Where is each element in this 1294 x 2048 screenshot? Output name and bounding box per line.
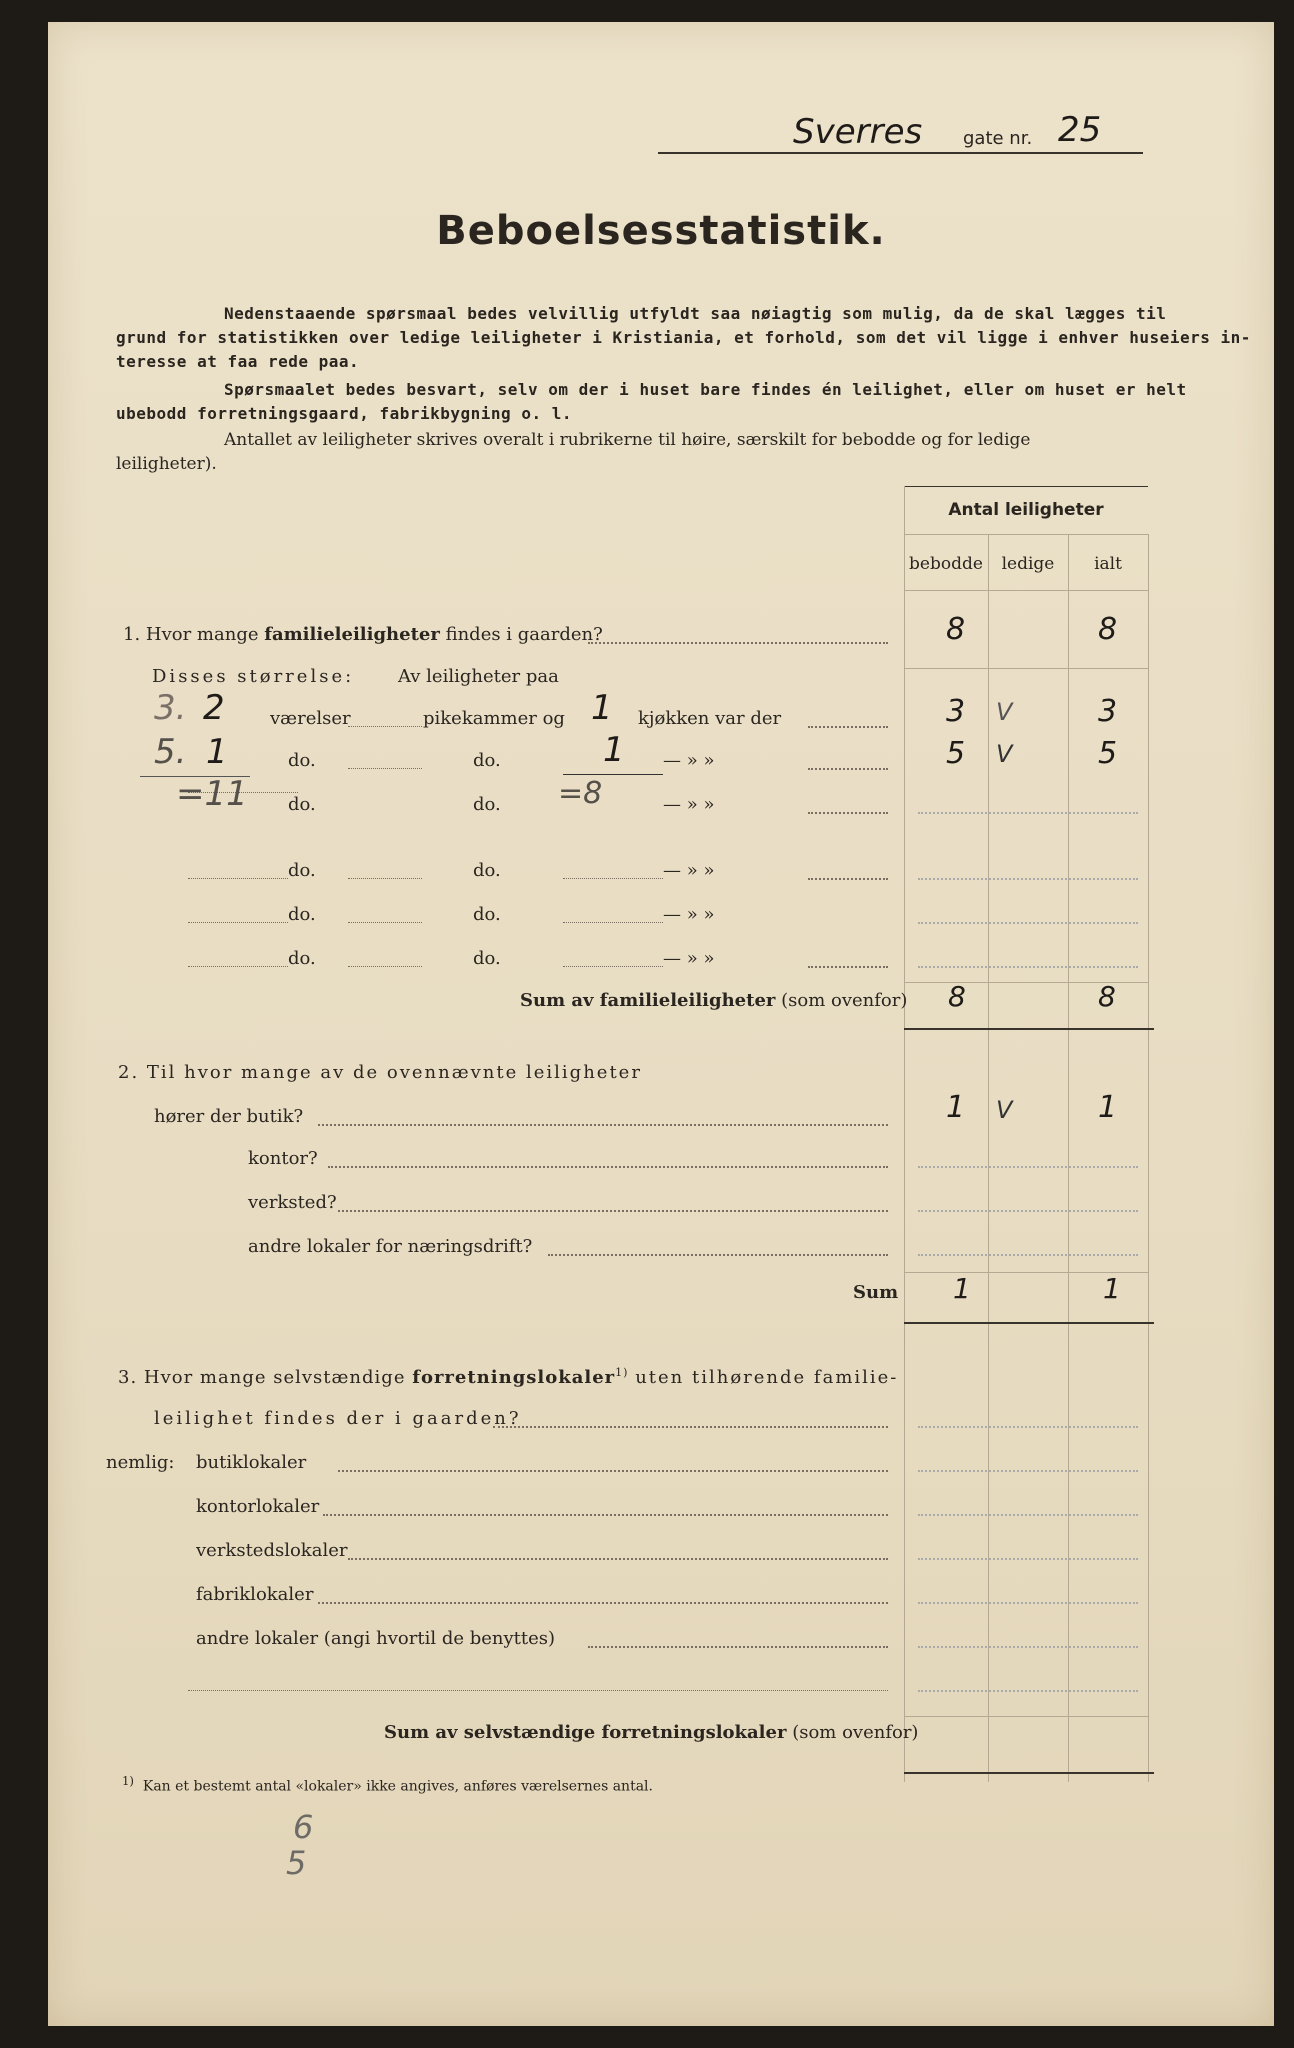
q2-ialt: 1 bbox=[1098, 1090, 1118, 1125]
sizes-sublabel: Av leiligheter paa bbox=[398, 666, 559, 687]
table-rule bbox=[904, 668, 1148, 669]
q1-bebodde-value: 8 bbox=[946, 612, 966, 647]
row-bebodde: 3 bbox=[946, 694, 966, 729]
row-kitchen: 1 bbox=[603, 730, 625, 770]
leader-dots bbox=[588, 642, 888, 644]
table-rule bbox=[904, 590, 1148, 591]
row-rooms: 1 bbox=[206, 732, 228, 772]
q1-sum-label: Sum av familieleiligheter (som ovenfor) bbox=[520, 990, 908, 1011]
street-line bbox=[658, 152, 1143, 154]
gate-number: 25 bbox=[1058, 110, 1102, 150]
form-paper: Sverres gate nr. 25 Beboelsesstatistik. Nedenstaaende spørsmaal bedes velvillig utfyldt saa nøiagtig som mulig, da de skal lægges til grund for statistikken over ledige leiligheter i Kristiania, et forhold, som det vil ligge i enhver huseiers in- teresse at faa rede paa. Spørsmaalet bedes besvart, selv om der i huset bare findes én leilighet, eller om huset er helt ubebodd forretningsgaard, fabrikbygning o. l. Antallet av leiligheter skrives overalt i rubrikerne til høire, særskilt for bebodde og for ledige leiligheter). Antal leiligheter bebodde ledige ialt 1. Hvor mange familieleiligheter findes i gaarden? 8 8 Disses størrelse: Av leiligheter paa 3. 2 værelser pikekammer og 1 kjøkken var der 3 V 3 5. 1 do. do. 1 — » » 5 V 5 =11 do. do. =8 — » » do. do. — » » do. do. — » » do. do. — » » Sum av familieleiligheter (som ovenfor) 8 8 2. Til hvor mange av de ovennævnte leiligheter hører der butik? 1 V 1 kontor? verksted? andre lokaler for næringsdrift? Sum 1 1 3. Hvor mange selvstændige forretningslokaler$^{1)}$ uten tilhørende familie- leilighet findes der i gaarden? nemlig: butiklokaler kontorlokaler verkstedslokaler fabriklokaler andre lokaler (angi hvortil de benyttes) Sum av selvstændige forretningslokaler (som ovenfor) $^{1)}$ Kan et bestemt antal «lokaler» ikke angives, anføres værelsernes antal. 6 5 bbox=[48, 22, 1274, 2026]
q2-sum-rule bbox=[904, 1322, 1154, 1324]
table-group-header: Antal leiligheter bbox=[948, 500, 1104, 520]
table-top-rule bbox=[904, 486, 1148, 487]
row-bebodde: 5 bbox=[946, 736, 966, 771]
row-ialt: 3 bbox=[1098, 694, 1118, 729]
footnote: $^{1)}$ Kan et bestemt antal «lokaler» ikke angives, anføres værelsernes antal. bbox=[122, 1774, 653, 1795]
table-rule bbox=[904, 534, 1148, 535]
q2-bebodde: 1 bbox=[946, 1090, 966, 1125]
row-kitchen: 1 bbox=[591, 688, 613, 728]
q1-sum-rule bbox=[904, 1028, 1154, 1030]
q2-sum-ialt: 1 bbox=[1103, 1272, 1121, 1305]
q3-label: 3. Hvor mange selvstændige forretningslokaler$^{1)}$ uten tilhørende familie- bbox=[118, 1366, 899, 1388]
row-ialt: 5 bbox=[1098, 736, 1118, 771]
col-header-ialt: ialt bbox=[1094, 554, 1122, 574]
row-rooms: 2 bbox=[203, 688, 225, 728]
col-header-ledige: ledige bbox=[1001, 554, 1055, 574]
q2-label: 2. Til hvor mange av de ovennævnte leiligheter bbox=[118, 1062, 642, 1083]
q3-sum-label: Sum av selvstændige forretningslokaler (som ovenfor) bbox=[384, 1722, 919, 1743]
intro-line: Spørsmaalet bedes besvart, selv om der i huset bare findes én leilighet, eller om huset er helt bbox=[224, 380, 1187, 399]
q2-ledige-check: V bbox=[996, 1096, 1013, 1124]
intro-line: Nedenstaaende spørsmaal bedes velvillig utfyldt saa nøiagtig som mulig, da de skal lægges til bbox=[224, 304, 1167, 323]
street-name: Sverres bbox=[793, 112, 923, 152]
row-margin-note: =11 bbox=[176, 774, 248, 814]
q3-label-line2: leilighet findes der i gaarden? bbox=[154, 1408, 522, 1429]
row-margin-note: 3. bbox=[154, 688, 187, 728]
nemlig-label: nemlig: bbox=[106, 1452, 175, 1473]
intro-line: leiligheter). bbox=[116, 454, 217, 474]
intro-line: Antallet av leiligheter skrives overalt i rubrikerne til høire, særskilt for bebodde og for ledige bbox=[224, 430, 1031, 450]
pencil-note: 5 bbox=[286, 1844, 307, 1882]
sizes-label: Disses størrelse: bbox=[152, 666, 355, 687]
q1-ialt-value: 8 bbox=[1098, 612, 1118, 647]
blank-line bbox=[188, 1690, 888, 1691]
table-col-divider bbox=[1148, 534, 1149, 1782]
table-col-divider bbox=[1068, 534, 1069, 1782]
q3-sum-rule bbox=[904, 1772, 1154, 1774]
q1-sum-ialt: 8 bbox=[1098, 980, 1116, 1013]
q2-sum-bebodde: 1 bbox=[953, 1272, 971, 1305]
row-ledige-check: V bbox=[996, 740, 1013, 768]
intro-line: ubebodd forretningsgaard, fabrikbygning o. l. bbox=[116, 404, 572, 423]
table-col-divider bbox=[904, 486, 905, 1782]
row-kitchen: =8 bbox=[558, 776, 603, 811]
pencil-note: 6 bbox=[293, 1808, 314, 1846]
row-margin-note: 5. bbox=[154, 732, 187, 772]
q2-sum-label: Sum bbox=[853, 1282, 899, 1303]
intro-line: teresse at faa rede paa. bbox=[116, 352, 360, 371]
q1-label: 1. Hvor mange familieleiligheter findes i gaarden? bbox=[123, 624, 603, 645]
col-header-bebodde: bebodde bbox=[909, 554, 983, 574]
table-col-divider bbox=[988, 534, 989, 1782]
q1-sum-bebodde: 8 bbox=[948, 980, 966, 1013]
gate-nr-label: gate nr. bbox=[963, 128, 1033, 149]
intro-line: grund for statistikken over ledige leiligheter i Kristiania, et forhold, som det vil ligge i enhver huseiers in- bbox=[116, 328, 1251, 347]
page-title: Beboelsesstatistik. bbox=[436, 208, 886, 254]
row-ledige-check: V bbox=[996, 698, 1013, 726]
